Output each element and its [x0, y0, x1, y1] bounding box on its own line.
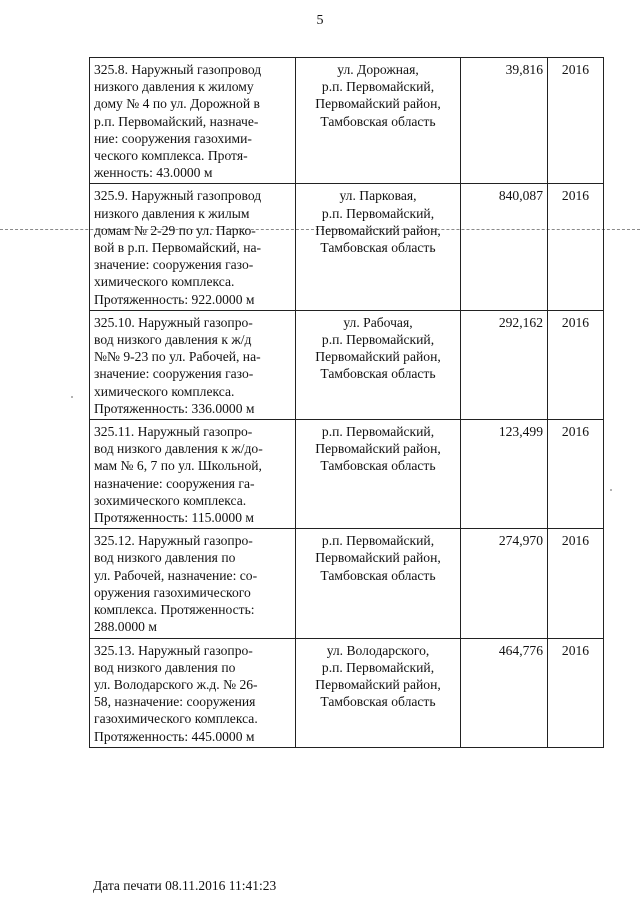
object-description-cell: 325.13. Наружный газопро- вод низкого давления по ул. Володарского ж.д. № 26- 58, назначение: сооружения газохимического комплекса. Протяженность: 445.0000 м	[90, 638, 296, 747]
year-cell: 2016	[548, 310, 604, 419]
table-row	[90, 310, 604, 419]
address-cell: ул. Парковая, р.п. Первомайский, Первомайский район, Тамбовская область	[296, 184, 461, 310]
value-cell: 39,816	[461, 58, 548, 184]
object-description-cell: 325.10. Наружный газопро- вод низкого давления к ж/д №№ 9-23 по ул. Рабочей, на- значение: сооружения газо- химического комплекса. Протяженность: 336.0000 м	[90, 310, 296, 419]
value-cell: 274,970	[461, 529, 548, 638]
year-cell: 2016	[548, 529, 604, 638]
scan-speck	[71, 396, 73, 398]
property-registry-table	[89, 57, 604, 748]
address-cell: р.п. Первомайский, Первомайский район, Тамбовская область	[296, 529, 461, 638]
table-row	[90, 529, 604, 638]
year-cell: 2016	[548, 420, 604, 529]
value-cell: 464,776	[461, 638, 548, 747]
address-cell: ул. Дорожная, р.п. Первомайский, Первомайский район, Тамбовская область	[296, 58, 461, 184]
table-row	[90, 638, 604, 747]
object-description-cell: 325.8. Наружный газопровод низкого давления к жилому дому № 4 по ул. Дорожной в р.п. Первомайский, назначе- ние: сооружения газохими- ческого комплекса. Протя- женность: 43.0000 м	[90, 58, 296, 184]
print-date: Дата печати 08.11.2016 11:41:23	[93, 878, 277, 893]
year-cell: 2016	[548, 58, 604, 184]
scan-speck	[610, 489, 612, 491]
table-row	[90, 58, 604, 184]
value-cell: 292,162	[461, 310, 548, 419]
object-description-cell: 325.9. Наружный газопровод низкого давления к жилым домам № 2-29 по ул. Парко- вой в р.п. Первомайский, на- значение: сооружения газо- химического комплекса. Протяженность: 922.0000 м	[90, 184, 296, 310]
page-number: 5	[316, 13, 324, 28]
object-description-cell: 325.11. Наружный газопро- вод низкого давления к ж/до- мам № 6, 7 по ул. Школьной, назначение: сооружения га- зохимического комплекса. Протяженность: 115.0000 м	[90, 420, 296, 529]
table-row	[90, 420, 604, 529]
address-cell: ул. Володарского, р.п. Первомайский, Первомайский район, Тамбовская область	[296, 638, 461, 747]
address-cell: р.п. Первомайский, Первомайский район, Тамбовская область	[296, 420, 461, 529]
address-cell: ул. Рабочая, р.п. Первомайский, Первомайский район, Тамбовская область	[296, 310, 461, 419]
value-cell: 123,499	[461, 420, 548, 529]
year-cell: 2016	[548, 638, 604, 747]
value-cell: 840,087	[461, 184, 548, 310]
table-row	[90, 184, 604, 310]
object-description-cell: 325.12. Наружный газопро- вод низкого давления по ул. Рабочей, назначение: со- оружения газохимического комплекса. Протяженность: 288.0000 м	[90, 529, 296, 638]
year-cell: 2016	[548, 184, 604, 310]
